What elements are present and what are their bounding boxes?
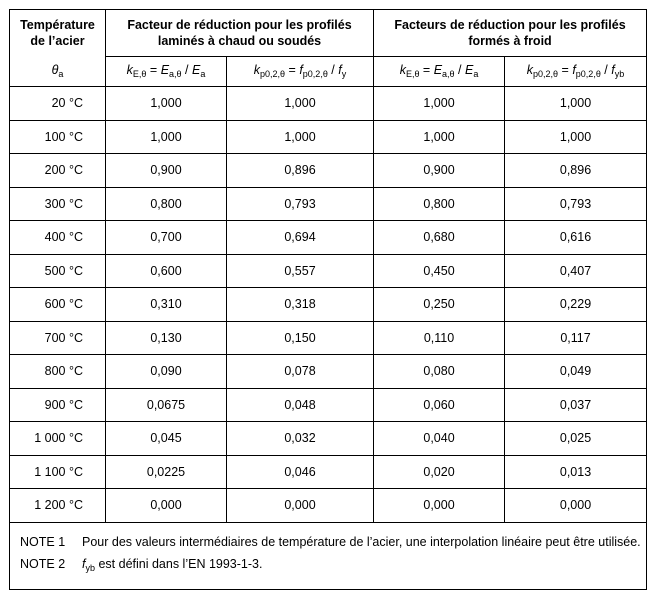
temperature-cell: 300 °C xyxy=(10,187,106,221)
formula-part: yb xyxy=(614,69,625,80)
header-cold-formed-group xyxy=(374,10,647,57)
formula-kE-hot xyxy=(106,56,227,87)
note-text: est défini dans l’EN 1993-1-3. xyxy=(95,556,263,571)
header-label: de l’acier xyxy=(30,34,85,48)
formula-part: = xyxy=(285,63,300,78)
table-row xyxy=(10,422,647,456)
table-row xyxy=(10,388,647,422)
table-row xyxy=(10,455,647,489)
temperature-cell: 200 °C xyxy=(10,154,106,188)
value-cell: 1,000 xyxy=(374,87,505,121)
formula-part: / xyxy=(181,63,192,78)
table-row xyxy=(10,288,647,322)
value-cell: 0,680 xyxy=(374,221,505,255)
formula-part: f xyxy=(611,63,615,78)
value-cell: 0,080 xyxy=(374,355,505,389)
temperature-cell: 100 °C xyxy=(10,120,106,154)
temperature-cell: 500 °C xyxy=(10,254,106,288)
note-label: NOTE 1 xyxy=(20,534,66,549)
value-cell: 0,060 xyxy=(374,388,505,422)
temperature-cell: 800 °C xyxy=(10,355,106,389)
value-cell: 0,900 xyxy=(106,154,227,188)
value-cell: 0,000 xyxy=(374,489,505,523)
formula-part: k xyxy=(253,63,261,78)
formula-part: p0,2,θ xyxy=(302,69,328,80)
temperature-cell: 600 °C xyxy=(10,288,106,322)
formula-part: k xyxy=(399,63,406,78)
value-cell: 0,040 xyxy=(374,422,505,456)
value-cell: 0,020 xyxy=(374,455,505,489)
value-cell: 0,078 xyxy=(227,355,374,389)
value-cell: 0,000 xyxy=(227,489,374,523)
formula-part: a xyxy=(473,69,479,80)
value-cell: 0,250 xyxy=(374,288,505,322)
note-2 xyxy=(20,553,646,579)
formula-part: = xyxy=(558,63,573,78)
value-cell: 0,900 xyxy=(374,154,505,188)
value-cell: 0,229 xyxy=(505,288,647,322)
value-cell: 0,000 xyxy=(505,489,647,523)
temperature-cell: 1 200 °C xyxy=(10,489,106,523)
table-row xyxy=(10,254,647,288)
theta-symbol: θ xyxy=(51,63,59,77)
value-cell: 0,000 xyxy=(106,489,227,523)
value-cell: 0,450 xyxy=(374,254,505,288)
value-cell: 1,000 xyxy=(106,120,227,154)
formula-part: E xyxy=(433,63,443,78)
table-row xyxy=(10,489,647,523)
header-label: laminés à chaud ou soudés xyxy=(157,33,322,48)
table-row xyxy=(10,221,647,255)
value-cell: 0,793 xyxy=(227,187,374,221)
value-cell: 1,000 xyxy=(106,87,227,121)
formula-part: / xyxy=(600,63,612,78)
notes-row xyxy=(10,522,647,589)
formula-part: E xyxy=(191,63,201,78)
value-cell: 0,0675 xyxy=(106,388,227,422)
value-cell: 0,694 xyxy=(227,221,374,255)
formula-kp-cold xyxy=(505,56,647,87)
value-cell: 0,046 xyxy=(227,455,374,489)
value-cell: 0,896 xyxy=(505,154,647,188)
formula-part: E,θ xyxy=(132,69,147,80)
note-symbol: f xyxy=(82,556,86,571)
value-cell: 0,318 xyxy=(227,288,374,322)
notes-cell xyxy=(10,522,647,589)
value-cell: 0,130 xyxy=(106,321,227,355)
value-cell: 1,000 xyxy=(227,120,374,154)
table-row xyxy=(10,187,647,221)
formula-part: f xyxy=(299,63,303,78)
table-row xyxy=(10,120,647,154)
value-cell: 0,013 xyxy=(505,455,647,489)
value-cell: 0,025 xyxy=(505,422,647,456)
note-1 xyxy=(20,531,646,553)
header-label: Facteurs de réduction pour les profilés xyxy=(394,17,626,32)
value-cell: 1,000 xyxy=(227,87,374,121)
formula-part: f xyxy=(572,63,576,78)
value-cell: 0,800 xyxy=(106,187,227,221)
value-cell: 0,793 xyxy=(505,187,647,221)
value-cell: 0,0225 xyxy=(106,455,227,489)
formula-part: a,θ xyxy=(169,69,182,80)
value-cell: 0,090 xyxy=(106,355,227,389)
value-cell: 1,000 xyxy=(505,120,647,154)
header-label: Facteur de réduction pour les profilés xyxy=(127,17,352,32)
value-cell: 0,407 xyxy=(505,254,647,288)
value-cell: 0,110 xyxy=(374,321,505,355)
value-cell: 0,557 xyxy=(227,254,374,288)
document-page xyxy=(9,9,646,590)
table-row xyxy=(10,87,647,121)
value-cell: 0,032 xyxy=(227,422,374,456)
table-row xyxy=(10,154,647,188)
value-cell: 0,600 xyxy=(106,254,227,288)
value-cell: 0,896 xyxy=(227,154,374,188)
value-cell: 0,800 xyxy=(374,187,505,221)
formula-part: f xyxy=(338,63,342,78)
formula-part: = xyxy=(146,63,161,78)
temperature-cell: 900 °C xyxy=(10,388,106,422)
formula-part: = xyxy=(419,63,434,78)
formula-part: E xyxy=(464,63,474,78)
formula-part: a,θ xyxy=(442,69,455,80)
value-cell: 1,000 xyxy=(505,87,647,121)
value-cell: 0,037 xyxy=(505,388,647,422)
value-cell: 0,048 xyxy=(227,388,374,422)
temperature-cell: 1 000 °C xyxy=(10,422,106,456)
header-label: Température xyxy=(20,18,95,32)
formula-part: k xyxy=(126,63,133,78)
formula-part: k xyxy=(526,63,534,78)
formula-part: / xyxy=(327,63,339,78)
note-text: Pour des valeurs intermédiaires de température de l’acier, une interpolation linéaire peut être utilisée. xyxy=(82,534,641,549)
formula-part: p0,2,θ xyxy=(575,69,601,80)
formula-part: p0,2,θ xyxy=(260,69,286,80)
value-cell: 0,310 xyxy=(106,288,227,322)
formula-kE-cold xyxy=(374,56,505,87)
value-cell: 1,000 xyxy=(374,120,505,154)
formula-part: a xyxy=(200,69,206,80)
temperature-cell: 20 °C xyxy=(10,87,106,121)
header-steel-temperature xyxy=(10,10,106,57)
symbol-subscript: a xyxy=(58,69,64,79)
formula-part: y xyxy=(341,69,347,80)
header-row-formulas xyxy=(10,56,647,87)
value-cell: 0,117 xyxy=(505,321,647,355)
temperature-cell: 400 °C xyxy=(10,221,106,255)
value-cell: 0,045 xyxy=(106,422,227,456)
formula-part: E,θ xyxy=(405,69,420,80)
table-row xyxy=(10,321,647,355)
value-cell: 0,700 xyxy=(106,221,227,255)
notes-block xyxy=(10,523,646,589)
note-symbol-subscript: yb xyxy=(85,562,95,573)
formula-kp-hot xyxy=(227,56,374,87)
value-cell: 0,150 xyxy=(227,321,374,355)
header-theta-symbol xyxy=(10,56,106,87)
note-label: NOTE 2 xyxy=(20,556,66,571)
header-label: formés à froid xyxy=(468,33,552,48)
formula-part: E xyxy=(160,63,170,78)
header-hot-rolled-group xyxy=(106,10,374,57)
header-row-groups xyxy=(10,10,647,57)
table-row xyxy=(10,355,647,389)
reduction-factor-table xyxy=(9,9,647,590)
formula-part: p0,2,θ xyxy=(533,69,559,80)
formula-part: / xyxy=(454,63,465,78)
temperature-cell: 700 °C xyxy=(10,321,106,355)
value-cell: 0,049 xyxy=(505,355,647,389)
value-cell: 0,616 xyxy=(505,221,647,255)
temperature-cell: 1 100 °C xyxy=(10,455,106,489)
